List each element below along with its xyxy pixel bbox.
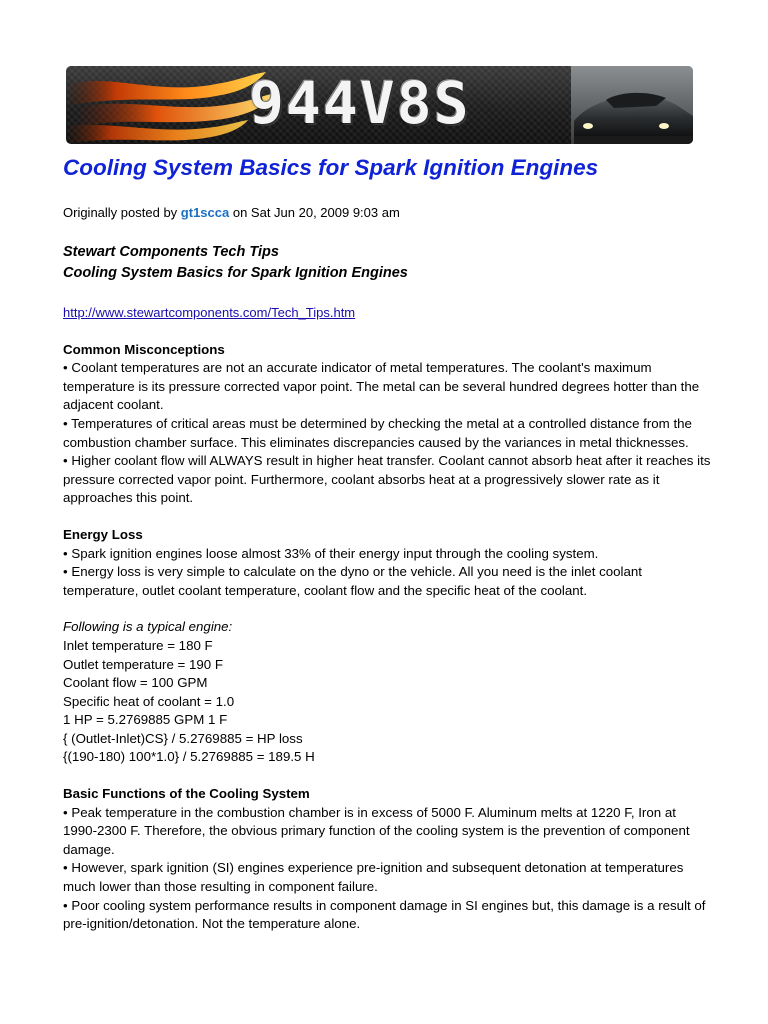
section-common-misconceptions bbox=[63, 341, 713, 508]
post-meta bbox=[63, 204, 713, 222]
section-energy-loss bbox=[63, 526, 713, 600]
calc-line: { (Outlet-Inlet)CS} / 5.2769885 = HP loss bbox=[63, 730, 303, 746]
bullet-item: • Poor cooling system performance results in component damage in SI engines but, this damage is a result of pre-ignition/detonation. Not the temperature alone. bbox=[63, 897, 706, 932]
calc-line: Inlet temperature = 180 F bbox=[63, 637, 213, 653]
flame-shape bbox=[66, 72, 266, 106]
subtitle-line: Cooling System Basics for Spark Ignition Engines bbox=[63, 265, 408, 281]
bullet-item: • Higher coolant flow will ALWAYS result in higher heat transfer. Coolant cannot absorb heat after it reaches its pressure corrected vapor point. Furthermore, coolant absorbs heat at a progressively slower rate as it approaches this point. bbox=[63, 453, 711, 506]
subtitle-line: Stewart Components Tech Tips bbox=[63, 244, 279, 260]
posted-prefix: Originally posted by bbox=[63, 205, 178, 220]
section-heading: Common Misconceptions bbox=[63, 341, 225, 357]
posted-date: on Sat Jun 20, 2009 9:03 am bbox=[232, 205, 400, 220]
calc-line: Specific heat of coolant = 1.0 bbox=[63, 693, 235, 709]
bullet-item: • Spark ignition engines loose almost 33% of their energy input through the cooling system. bbox=[63, 545, 599, 561]
bullet-item: • However, spark ignition (SI) engines experience pre-ignition and subsequent detonation at temperatures much lower than those resulting in component failure. bbox=[63, 860, 684, 895]
bullet-item: • Coolant temperatures are not an accurate indicator of metal temperatures. The coolant's maximum temperature is its pressure corrected vapor point. The metal can be several hundred degrees hotter than the adjacent coolant. bbox=[63, 360, 700, 413]
calc-line: 1 HP = 5.2769885 GPM 1 F bbox=[63, 712, 228, 728]
typical-engine-block bbox=[63, 618, 713, 767]
bullet-item: • Peak temperature in the combustion chamber is in excess of 5000 F. Aluminum melts at 1220 F, Iron at 1990-2300 F. Therefore, the obvious primary function of the cooling system is the prevention of component damage. bbox=[63, 804, 690, 857]
typical-engine-intro: Following is a typical engine: bbox=[63, 619, 233, 635]
section-basic-functions bbox=[63, 785, 713, 934]
section-heading: Energy Loss bbox=[63, 526, 143, 542]
source-link[interactable]: http://www.stewartcomponents.com/Tech_Tips.htm bbox=[63, 305, 356, 320]
calc-line: Coolant flow = 100 GPM bbox=[63, 675, 208, 691]
article-title: Cooling System Basics for Spark Ignition Engines bbox=[63, 155, 599, 180]
bullet-item: • Temperatures of critical areas must be determined by checking the metal at a controlled distance from the combustion chamber surface. This eliminates discrepancies caused by the variances in metal thicknesses. bbox=[63, 415, 692, 450]
site-logo: 944V8S bbox=[249, 69, 471, 137]
bullet-item: • Energy loss is very simple to calculate on the dyno or the vehicle. All you need is the inlet coolant temperature, outlet coolant temperature, coolant flow and the specific heat of the coolant. bbox=[63, 564, 642, 598]
calc-line: Outlet temperature = 190 F bbox=[63, 656, 224, 672]
calc-line: {(190-180) 100*1.0} / 5.2769885 = 189.5 H bbox=[63, 749, 315, 765]
article-content bbox=[63, 150, 713, 934]
subtitle-block bbox=[63, 242, 713, 284]
section-heading: Basic Functions of the Cooling System bbox=[63, 786, 310, 802]
site-banner bbox=[66, 66, 693, 144]
author-username[interactable]: gt1scca bbox=[180, 205, 230, 220]
